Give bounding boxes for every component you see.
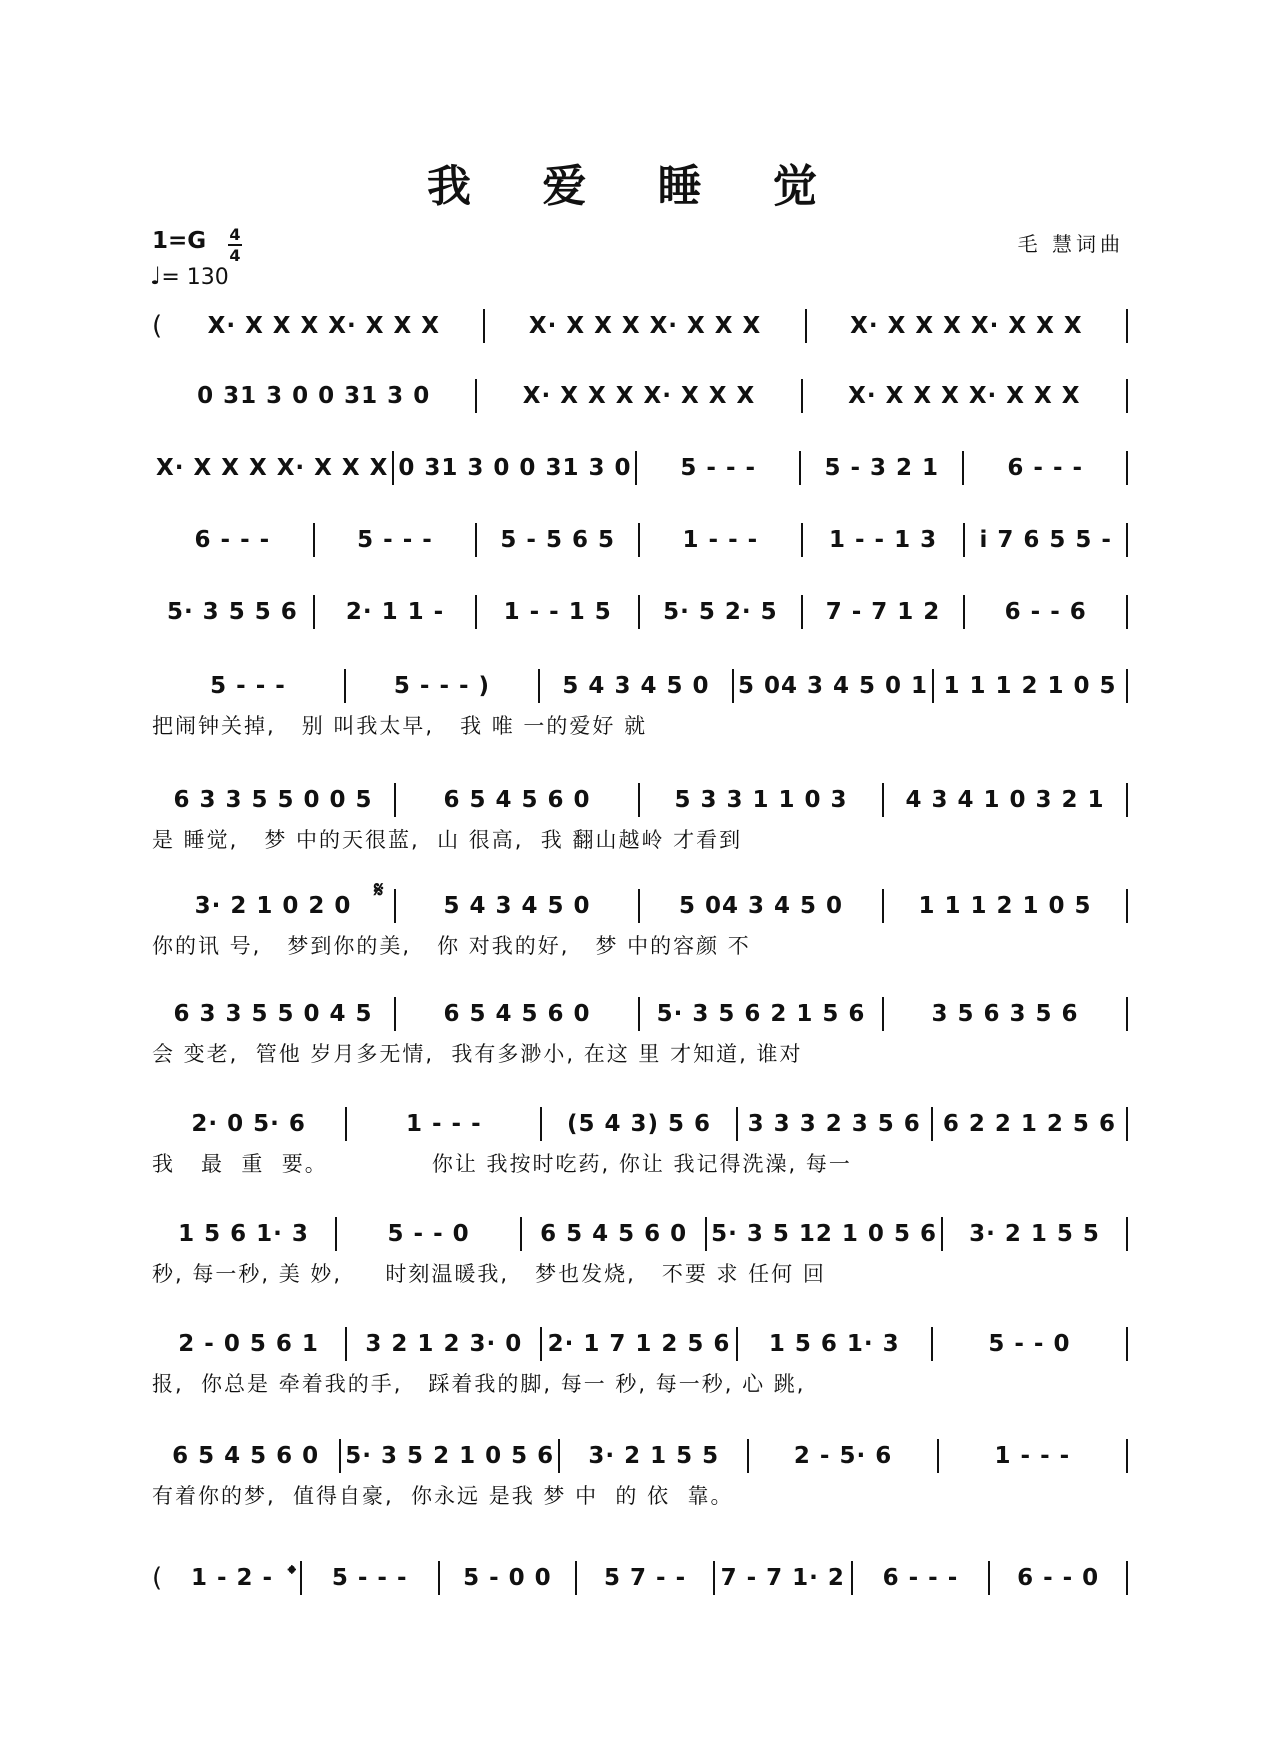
score-system [152,594,1128,630]
measure [152,451,394,485]
lyrics-line: 是 睡觉, 梦 中的天很蓝, 山 很高, 我 翻山越岭 才看到 [152,828,743,852]
measure [715,1561,853,1595]
measure-notes: 0 31 3 0 0 31 3 0 [197,383,431,409]
measure [637,451,801,485]
measure [152,783,396,817]
measure-notes: 5 - - - [680,455,757,481]
measure-notes: 5 - - - [331,1565,408,1591]
measure-notes: 3 2 1 2 3· 0 [365,1331,523,1357]
measure [934,669,1128,703]
measure [337,1217,522,1251]
measure [803,523,966,557]
measure-notes: 6 5 4 5 6 0 [443,787,591,813]
measure-notes: 5 04 3 4 5 0 1 [737,673,929,699]
measure-notes: X· X X X X· X X X [156,455,389,481]
measure [943,1217,1128,1251]
measure-notes: 5· 5 2· 5 [663,599,778,625]
measure-notes: 6 - - - [1007,455,1084,481]
measure-notes: 6 2 2 1 2 5 6 [942,1111,1116,1137]
measure-notes: 3· 2 1 5 5 [588,1443,720,1469]
measure-row [152,594,1128,630]
measure [396,889,640,923]
measure [577,1561,715,1595]
lyrics-line: 我 最 重 要。 你让 我按时吃药, 你让 我记得洗澡, 每一 [152,1152,852,1176]
score-system [152,782,1128,856]
measure [853,1561,991,1595]
lyrics-line: 报, 你总是 牵着我的手, 踩着我的脚, 每一 秒, 每一秒, 心 跳, [152,1372,806,1396]
measure-row [152,308,1128,344]
measure [542,1107,737,1141]
measure [440,1561,578,1595]
measure-notes: 6 5 4 5 6 0 [443,1001,591,1027]
measure-notes: 7 - 7 1 2 [825,599,941,625]
score-system [152,522,1128,558]
measure [522,1217,707,1251]
measure [394,451,637,485]
measure-notes: 6 5 4 5 6 0 [540,1221,688,1247]
measure-notes: 2· 0 5· 6 [191,1111,306,1137]
tempo-value: = 130 [161,265,229,290]
measure-notes: 5· 3 5 6 2 1 5 6 [656,1001,866,1027]
measure-notes: 1 5 6 1· 3 [178,1221,309,1247]
score-system [152,888,1128,962]
measure [341,1439,560,1473]
measure [803,595,966,629]
score-system [152,378,1128,414]
open-paren: ( [152,1563,163,1593]
score-system [152,1216,1128,1290]
measure [640,595,803,629]
measure [542,1327,737,1361]
measure [152,379,477,413]
measure [640,889,884,923]
measure [315,595,478,629]
measure [933,1107,1128,1141]
measure-notes: 1 - - - [994,1443,1071,1469]
measure-notes: X· X X X X· X X X [528,313,762,339]
measure-notes: 5 3 3 1 1 0 3 [674,787,848,813]
measure [477,379,802,413]
score-system [152,1326,1128,1400]
score-system [152,996,1128,1070]
measure-notes: 1 - - 1 5 [503,599,612,625]
lyrics-line: 秒, 每一秒, 美 妙, 时刻温暖我, 梦也发烧, 不要 求 任何 回 [152,1262,826,1286]
measure [884,997,1128,1031]
measure [964,451,1128,485]
measure-notes: 3 3 3 2 3 5 6 [747,1111,921,1137]
measure [485,309,806,343]
measure [477,523,640,557]
measure-notes: 1 - - - [682,527,759,553]
measure-notes: 6 3 3 5 5 0 4 5 [173,1001,373,1027]
measure-notes: 5 4 3 4 5 0 [443,893,591,919]
measure [152,1217,337,1251]
measure [801,451,965,485]
measure-notes: 6 - - - [882,1565,959,1591]
measure-notes: 1 - - - [405,1111,482,1137]
measure-row [152,1326,1128,1362]
measure-notes: X· X X X X· X X X [522,383,756,409]
time-signature-top: 4 [229,225,241,244]
measure [164,1561,302,1595]
score-system [152,450,1128,486]
score-system [152,1438,1128,1512]
measure-row [152,450,1128,486]
measure-row [152,1560,1128,1596]
measure-notes: 1 5 6 1· 3 [768,1331,900,1357]
score-system [152,1106,1128,1180]
measure-notes: 5 - - - ) [393,673,491,699]
measure-row [152,782,1128,818]
measure [152,1439,341,1473]
measure [540,669,734,703]
tempo-marking [150,262,229,290]
score-system [152,308,1128,344]
lyrics-line: 会 变老, 管他 岁月多无情, 我有多渺小, 在这 里 才知道, 谁对 [152,1042,803,1066]
measure [560,1439,749,1473]
measure-notes: 5 - - 0 [387,1221,470,1247]
measure [738,1107,933,1141]
measure-notes: 6 - - - [194,527,271,553]
measure-notes: 6 5 4 5 6 0 [172,1443,320,1469]
measure-notes: 5 4 3 4 5 0 [562,673,710,699]
score-system [152,1560,1128,1596]
measure-notes: 3 5 6 3 5 6 [931,1001,1079,1027]
time-signature-bottom: 4 [229,246,241,265]
measure-row [152,888,1128,924]
measure-notes: 6 - - 0 [1017,1565,1100,1591]
measure-notes: X· X X X X· X X X [850,313,1083,339]
measure-notes: 1 1 1 2 1 0 5 [943,673,1117,699]
measure-notes: X· X X X X· X X X [848,383,1081,409]
measure [152,523,315,557]
measure-notes: 4 3 4 1 0 3 2 1 [905,787,1105,813]
measure-notes: 1 1 1 2 1 0 5 [918,893,1092,919]
measure-notes: 5· 3 5 5 6 [166,599,298,625]
measure [640,523,803,557]
measure [477,595,640,629]
measure-notes: 5· 3 5 12 1 0 5 6 [711,1221,937,1247]
measure-notes: 2· 1 1 - [345,599,445,625]
key-signature: 1=G [152,228,207,254]
measure [807,309,1128,343]
measure-row [152,522,1128,558]
measure [346,669,540,703]
measure [640,997,884,1031]
song-title: 我 爱 睡 觉 [427,161,845,212]
measure-notes: 1 - 2 - [190,1565,274,1591]
open-paren: ( [152,311,163,341]
measure-row [152,1216,1128,1252]
measure [990,1561,1128,1595]
segno-icon: 𝄋 [374,878,384,903]
measure-notes: 5 - - 0 [988,1331,1071,1357]
measure-notes: 5 7 - - [604,1565,687,1591]
measure [302,1561,440,1595]
measure [965,523,1128,557]
measure [152,595,315,629]
measure-notes: 2 - 0 5 6 1 [178,1331,319,1357]
measure [347,1327,542,1361]
measure-notes: 2 - 5· 6 [793,1443,893,1469]
measure-notes: 5 - 3 2 1 [824,455,940,481]
measure-notes: 5 - - - [210,673,286,699]
measure-row [152,378,1128,414]
measure [939,1439,1128,1473]
measure [884,783,1128,817]
measure [396,997,640,1031]
measure-notes: 5 - 5 6 5 [500,527,615,553]
measure [933,1327,1128,1361]
measure [707,1217,943,1251]
lyrics-line: 把闹钟关掉, 别 叫我太早, 我 唯 一的爱好 就 [152,714,648,738]
measure-notes: 3· 2 1 5 5 [969,1221,1100,1247]
measure [164,309,485,343]
lyrics-line: 有着你的梦, 值得自豪, 你永远 是我 梦 中 的 依 靠。 [152,1484,734,1508]
measure [152,889,396,923]
measure-notes: i 7 6 5 5 - [979,527,1112,553]
measure [152,1107,347,1141]
measure [749,1439,938,1473]
measure [965,595,1128,629]
coda-icon: 𝄌 [288,1562,296,1587]
measure-notes: 1 - - 1 3 [828,527,938,553]
measure-notes: X· X X X X· X X X [207,313,440,339]
measure [152,669,346,703]
measure [152,997,396,1031]
measure-notes: 5· 3 5 2 1 0 5 6 [345,1443,555,1469]
measure-notes: 5 - - - [357,527,433,553]
measure-row [152,1106,1128,1142]
measure [396,783,640,817]
measure [803,379,1128,413]
measure [315,523,478,557]
measure-notes: 5 04 3 4 5 0 [678,893,844,919]
measure-notes: 3· 2 1 0 2 0 [194,893,352,919]
measure [152,1327,347,1361]
measure-row [152,996,1128,1032]
lyrics-line: 你的讯 号, 梦到你的美, 你 对我的好, 梦 中的容颜 不 [152,934,751,958]
measure [734,669,934,703]
measure-notes: 7 - 7 1· 2 [720,1565,845,1591]
measure [738,1327,933,1361]
composer-credit: 毛 慧词曲 [1017,232,1124,256]
score-system [152,668,1128,742]
measure-notes: 6 3 3 5 5 0 0 5 [173,787,373,813]
measure-notes: 5 - 0 0 [463,1565,552,1591]
measure [884,889,1128,923]
time-signature [228,226,242,264]
measure-notes: 0 31 3 0 0 31 3 0 [398,455,632,481]
measure-row [152,668,1128,704]
measure-notes: (5 4 3) 5 6 [566,1111,712,1137]
measure [347,1107,542,1141]
measure [640,783,884,817]
measure-row [152,1438,1128,1474]
quarter-note-icon: ♩ [150,262,162,290]
measure-notes: 6 - - 6 [1004,599,1087,625]
measure-notes: 2· 1 7 1 2 5 6 [547,1331,731,1357]
